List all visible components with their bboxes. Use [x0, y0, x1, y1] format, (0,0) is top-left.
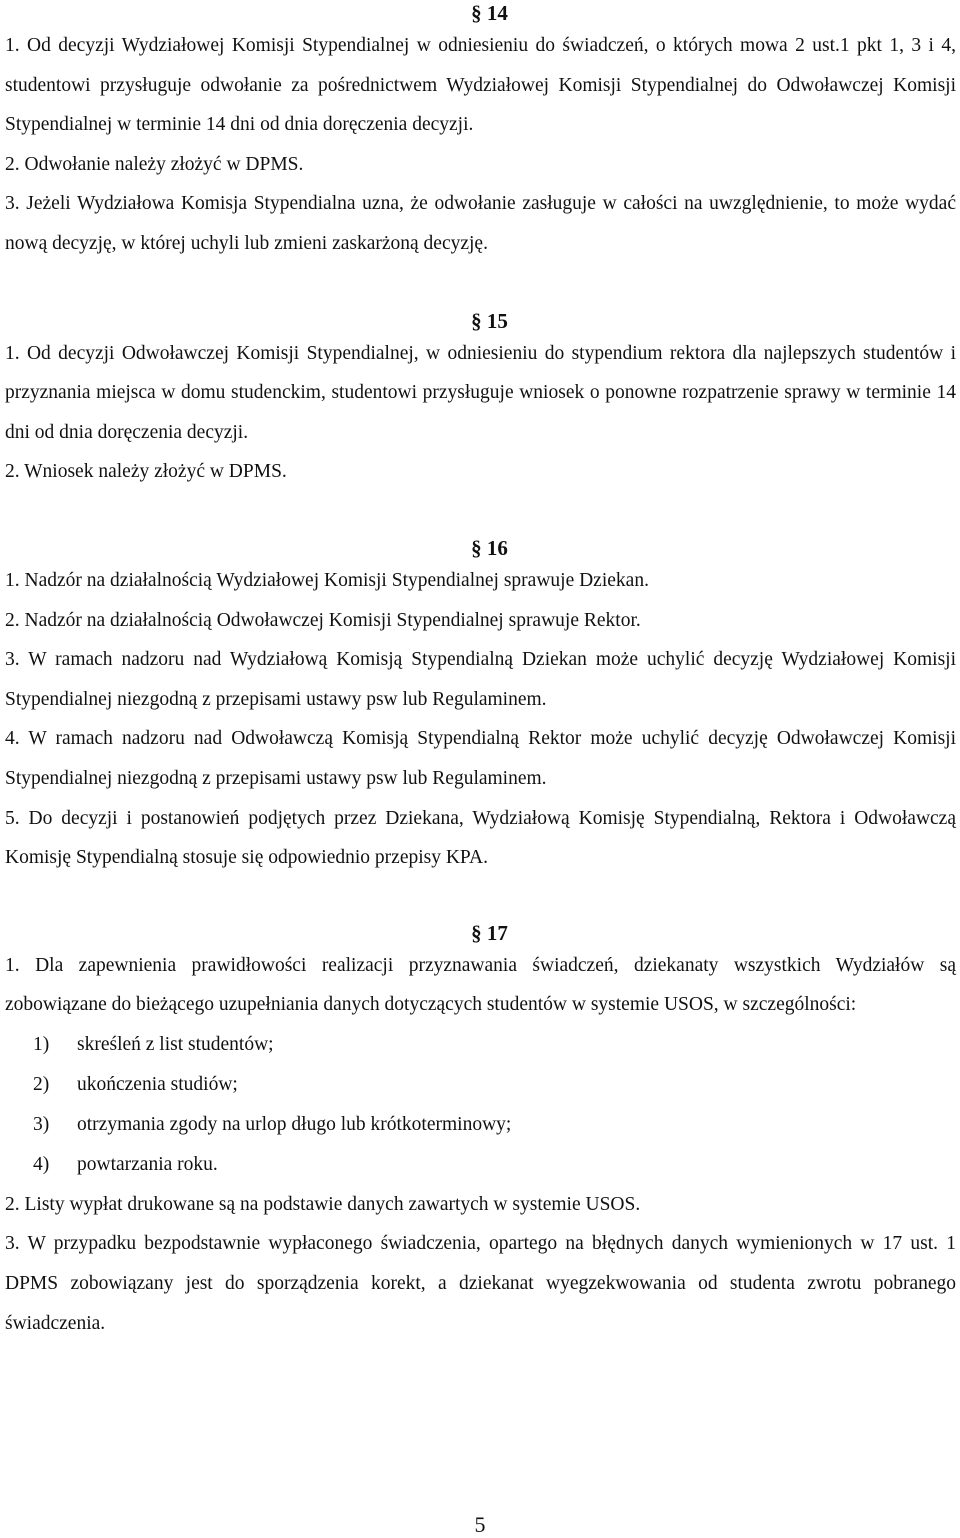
- paragraph-16-5: 5. Do decyzji i postanowień podjętych przez Dziekana, Wydziałową Komisję Stypendialną, Rektora i Odwoławczą Komisję Stypendialną stosuje się odpowiednio przepisy KPA.: [5, 807, 956, 869]
- list-item-text: skreśleń z list studentów;: [77, 1033, 274, 1055]
- list-item-text: otrzymania zgody na urlop długo lub krótkoterminowy;: [77, 1113, 512, 1135]
- section-heading-15: § 15: [471, 308, 508, 333]
- list-item-text: powtarzania roku.: [77, 1153, 218, 1175]
- paragraph-14-2: 2. Odwołanie należy złożyć w DPMS.: [5, 153, 304, 175]
- paragraph-14-3: 3. Jeżeli Wydziałowa Komisja Stypendialna uzna, że odwołanie zasługuje w całości na uwzględnienie, to może wydać nową decyzję, w której uchyli lub zmieni zaskarżoną decyzję.: [5, 193, 956, 254]
- paragraph-15-1: 1. Od decyzji Odwoławczej Komisji Stypendialnej, w odniesieniu do stypendium rektora dla najlepszych studentów i przyznania miejsca w domu studenckim, studentowi przysługuje wniosek o ponowne rozpatrzenie sprawy w terminie 14 dni od dnia doręczenia decyzji.: [5, 342, 956, 443]
- list-item: [5, 1025, 956, 1065]
- paragraph-17-1: 1. Dla zapewnienia prawidłowości realizacji przyznawania świadczeń, dziekanaty wszystkich Wydziałów są zobowiązane do bieżącego uzupełniania danych dotyczących studentów w systemie USOS, w szczególności:: [5, 954, 956, 1016]
- paragraph-16-1: 1. Nadzór na działalnością Wydziałowej Komisji Stypendialnej sprawuje Dziekan.: [5, 569, 649, 591]
- page-number: 5: [474, 1512, 486, 1537]
- list-item-number: 1): [33, 1033, 50, 1055]
- list-item-text: ukończenia studiów;: [77, 1073, 238, 1095]
- paragraph-16-2: 2. Nadzór na działalnością Odwoławczej Komisji Stypendialnej sprawuje Rektor.: [5, 609, 641, 631]
- paragraph-16-4: 4. W ramach nadzoru nad Odwoławczą Komisją Stypendialną Rektor może uchylić decyzję Odwoławczej Komisji Stypendialnej niezgodną z przepisami ustawy psw lub Regulaminem.: [5, 728, 956, 789]
- list-item-number: 3): [33, 1113, 50, 1135]
- list-item-number: 4): [33, 1153, 50, 1175]
- document-page: [5, 0, 956, 1343]
- list-item-number: 2): [33, 1073, 50, 1095]
- section-heading-16: § 16: [471, 535, 508, 560]
- list-item: [5, 1145, 956, 1185]
- list-item: [5, 1105, 956, 1145]
- section-heading-14: § 14: [471, 1, 508, 25]
- list-item: [5, 1065, 956, 1105]
- paragraph-15-2: 2. Wniosek należy złożyć w DPMS.: [5, 461, 287, 483]
- section-heading-17: § 17: [471, 920, 508, 945]
- paragraph-17-3: 3. W przypadku bezpodstawnie wypłaconego świadczenia, opartego na błędnych danych wymienionych w 17 ust. 1 DPMS zobowiązany jest do sporządzenia korekt, a dziekanat wyegzekwowania od studenta zwrotu pobranego świadczenia.: [5, 1233, 956, 1334]
- paragraph-17-2: 2. Listy wypłat drukowane są na podstawie danych zawartych w systemie USOS.: [5, 1193, 641, 1215]
- paragraph-16-3: 3. W ramach nadzoru nad Wydziałową Komisją Stypendialną Dziekan może uchylić decyzję Wydziałowej Komisji Stypendialnej niezgodną z przepisami ustawy psw lub Regulaminem.: [5, 649, 956, 710]
- paragraph-14-1: 1. Od decyzji Wydziałowej Komisji Stypendialnej w odniesieniu do świadczeń, o których mowa 2 ust.1 pkt 1, 3 i 4, studentowi przysługuje odwołanie za pośrednictwem Wydziałowej Komisji Stypendialnej do Odwoławczej Komisji Stypendialnej w terminie 14 dni od dnia doręczenia decyzji.: [5, 35, 956, 136]
